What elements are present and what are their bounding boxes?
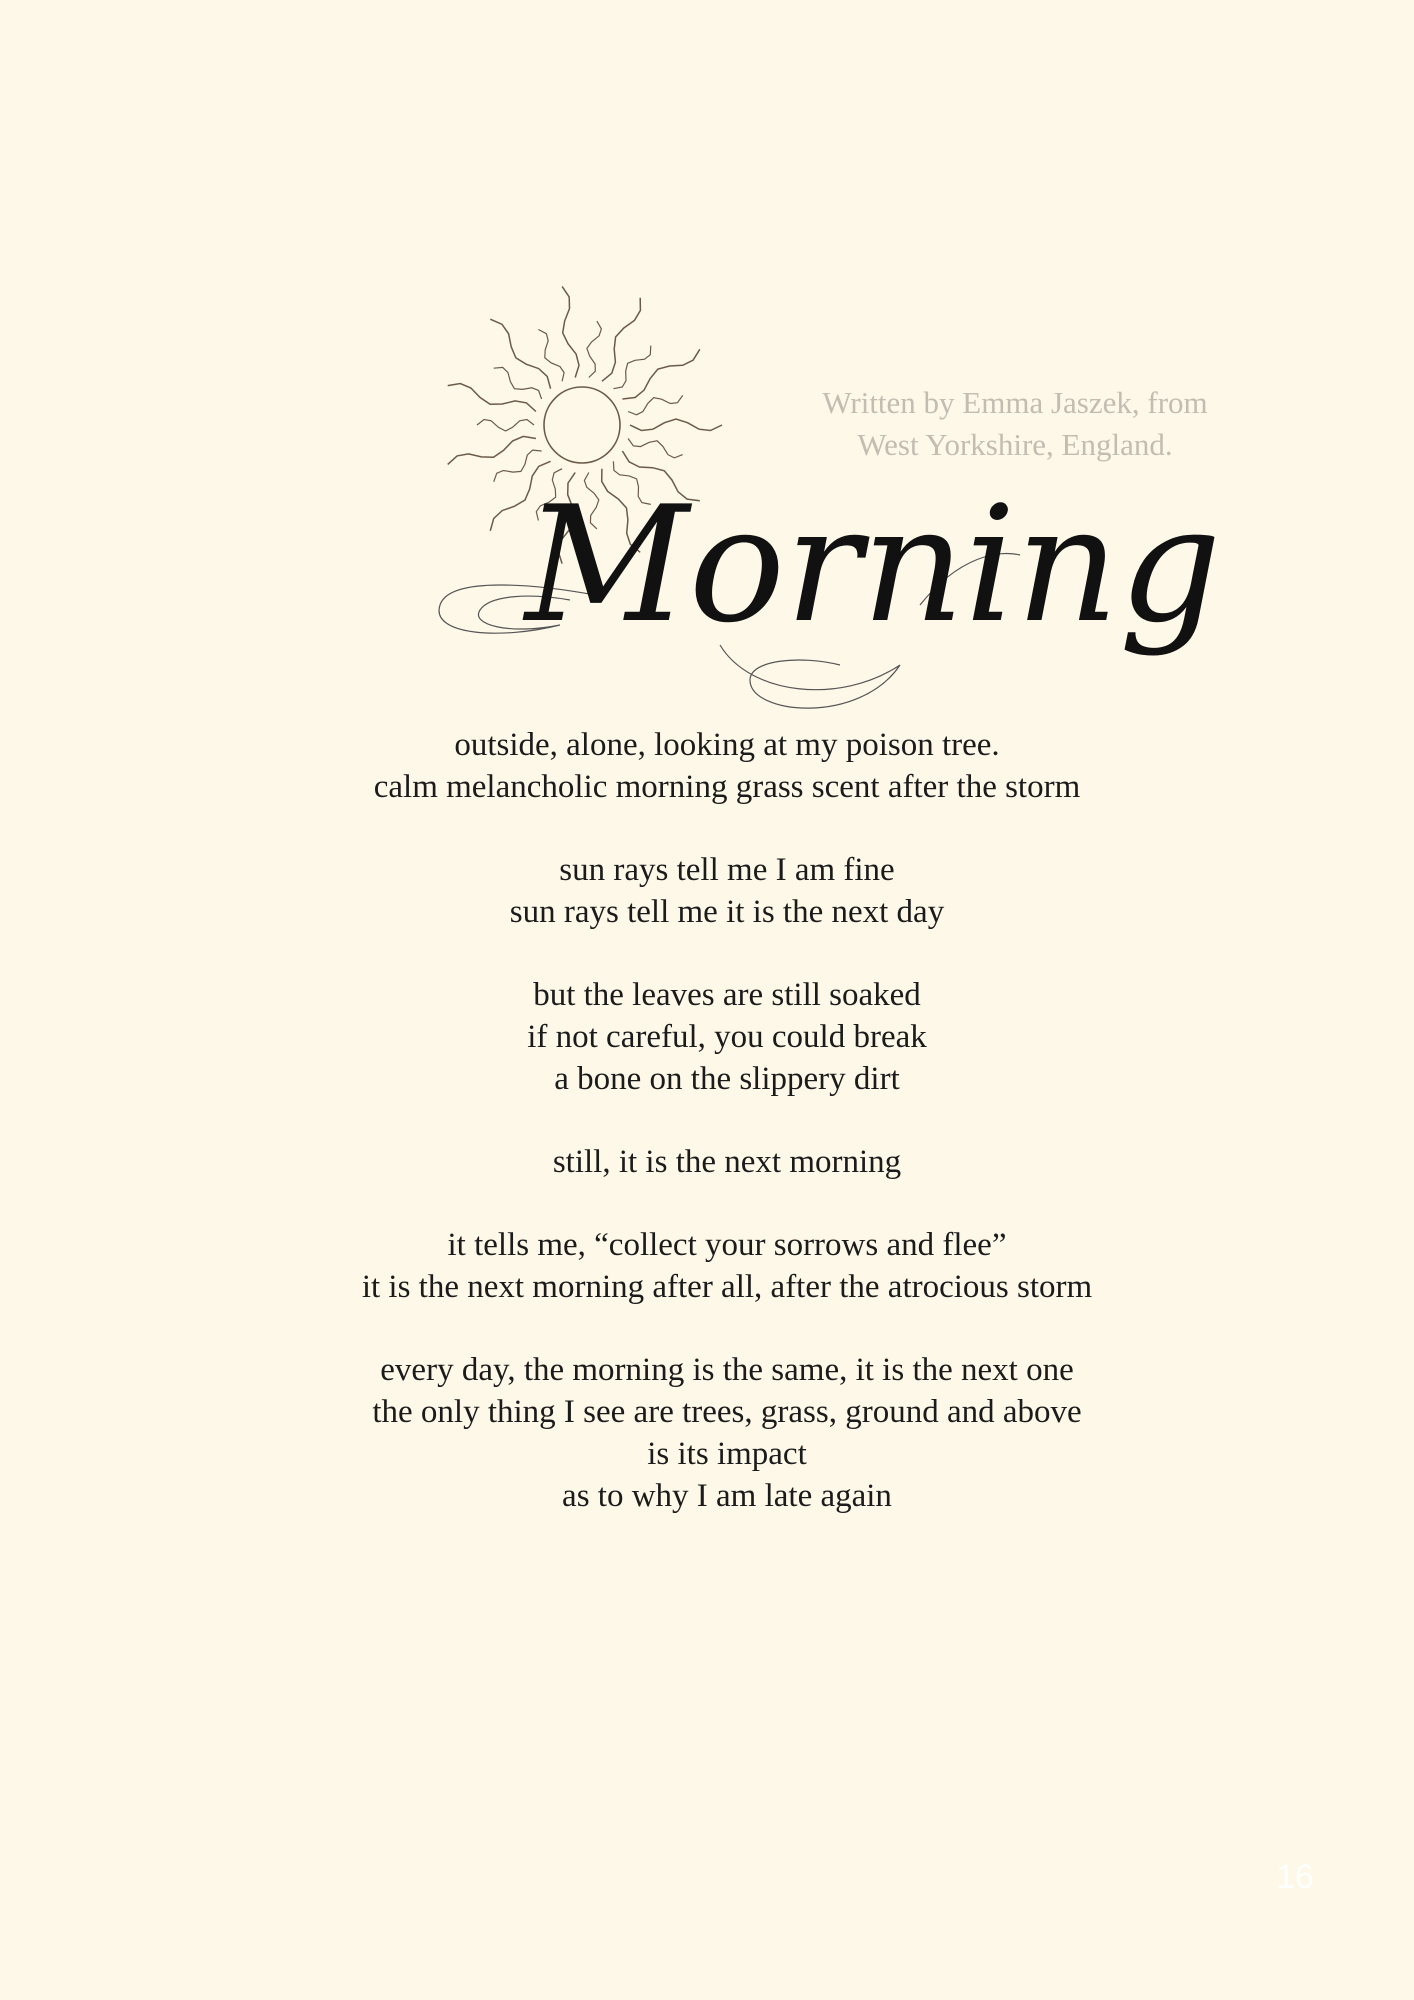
page-number: 16 <box>1276 1858 1314 1896</box>
poem-line: but the leaves are still soaked <box>533 977 921 1014</box>
sun-ray <box>613 346 650 389</box>
sun-ray <box>628 439 683 458</box>
poem-stanza <box>207 975 1247 1100</box>
sun-ray <box>448 436 536 464</box>
poem-line: outside, alone, looking at my poison tree. <box>454 727 1000 763</box>
poem-line: the only thing I see are trees, grass, ground and above <box>372 1394 1082 1431</box>
sun-ray <box>477 420 534 432</box>
sun-ray <box>622 349 699 399</box>
poem-stanza <box>207 725 1247 808</box>
poem-line: if not careful, you could break <box>527 1018 927 1055</box>
title-text: Morning <box>525 471 1222 658</box>
poem-line: sun rays tell me it is the next day <box>509 893 945 930</box>
poem-line: calm melancholic morning grass scent after the storm <box>373 768 1081 805</box>
poem-line: it is the next morning after all, after the atrocious storm <box>361 1269 1093 1306</box>
sun-ray <box>587 321 602 377</box>
sun-ray <box>602 298 641 382</box>
poem-body <box>207 725 1247 1517</box>
sun-ray <box>538 330 564 382</box>
sun-ray <box>448 384 536 412</box>
poem-line: is its impact <box>647 1435 807 1472</box>
poem-line: a bone on the slippery dirt <box>554 1060 900 1097</box>
poem-stanza <box>207 1142 1247 1184</box>
poem-line: still, it is the next morning <box>552 1143 902 1180</box>
poem-stanza <box>207 1225 1247 1308</box>
poem-stanza <box>207 1350 1247 1517</box>
poem-line: sun rays tell me I am fine <box>559 852 895 889</box>
sun-ray <box>628 395 683 414</box>
poem-line: it tells me, “collect your sorrows and flee” <box>447 1227 1007 1264</box>
sun-ray <box>630 419 722 431</box>
sun-ray <box>490 319 550 389</box>
title-calligraphy <box>420 465 1222 725</box>
byline <box>770 382 1260 466</box>
poem-title <box>420 465 1222 725</box>
byline-line-2: West Yorkshire, England. <box>857 427 1173 462</box>
sun-disc <box>544 387 620 463</box>
poem-stanza <box>207 850 1247 933</box>
byline-line-1: Written by Emma Jaszek, from <box>822 385 1208 420</box>
sun-ray <box>494 367 542 399</box>
sun-ray <box>562 286 579 377</box>
poem-line: every day, the morning is the same, it is the next one <box>380 1352 1074 1389</box>
poem-line: as to why I am late again <box>562 1477 892 1514</box>
